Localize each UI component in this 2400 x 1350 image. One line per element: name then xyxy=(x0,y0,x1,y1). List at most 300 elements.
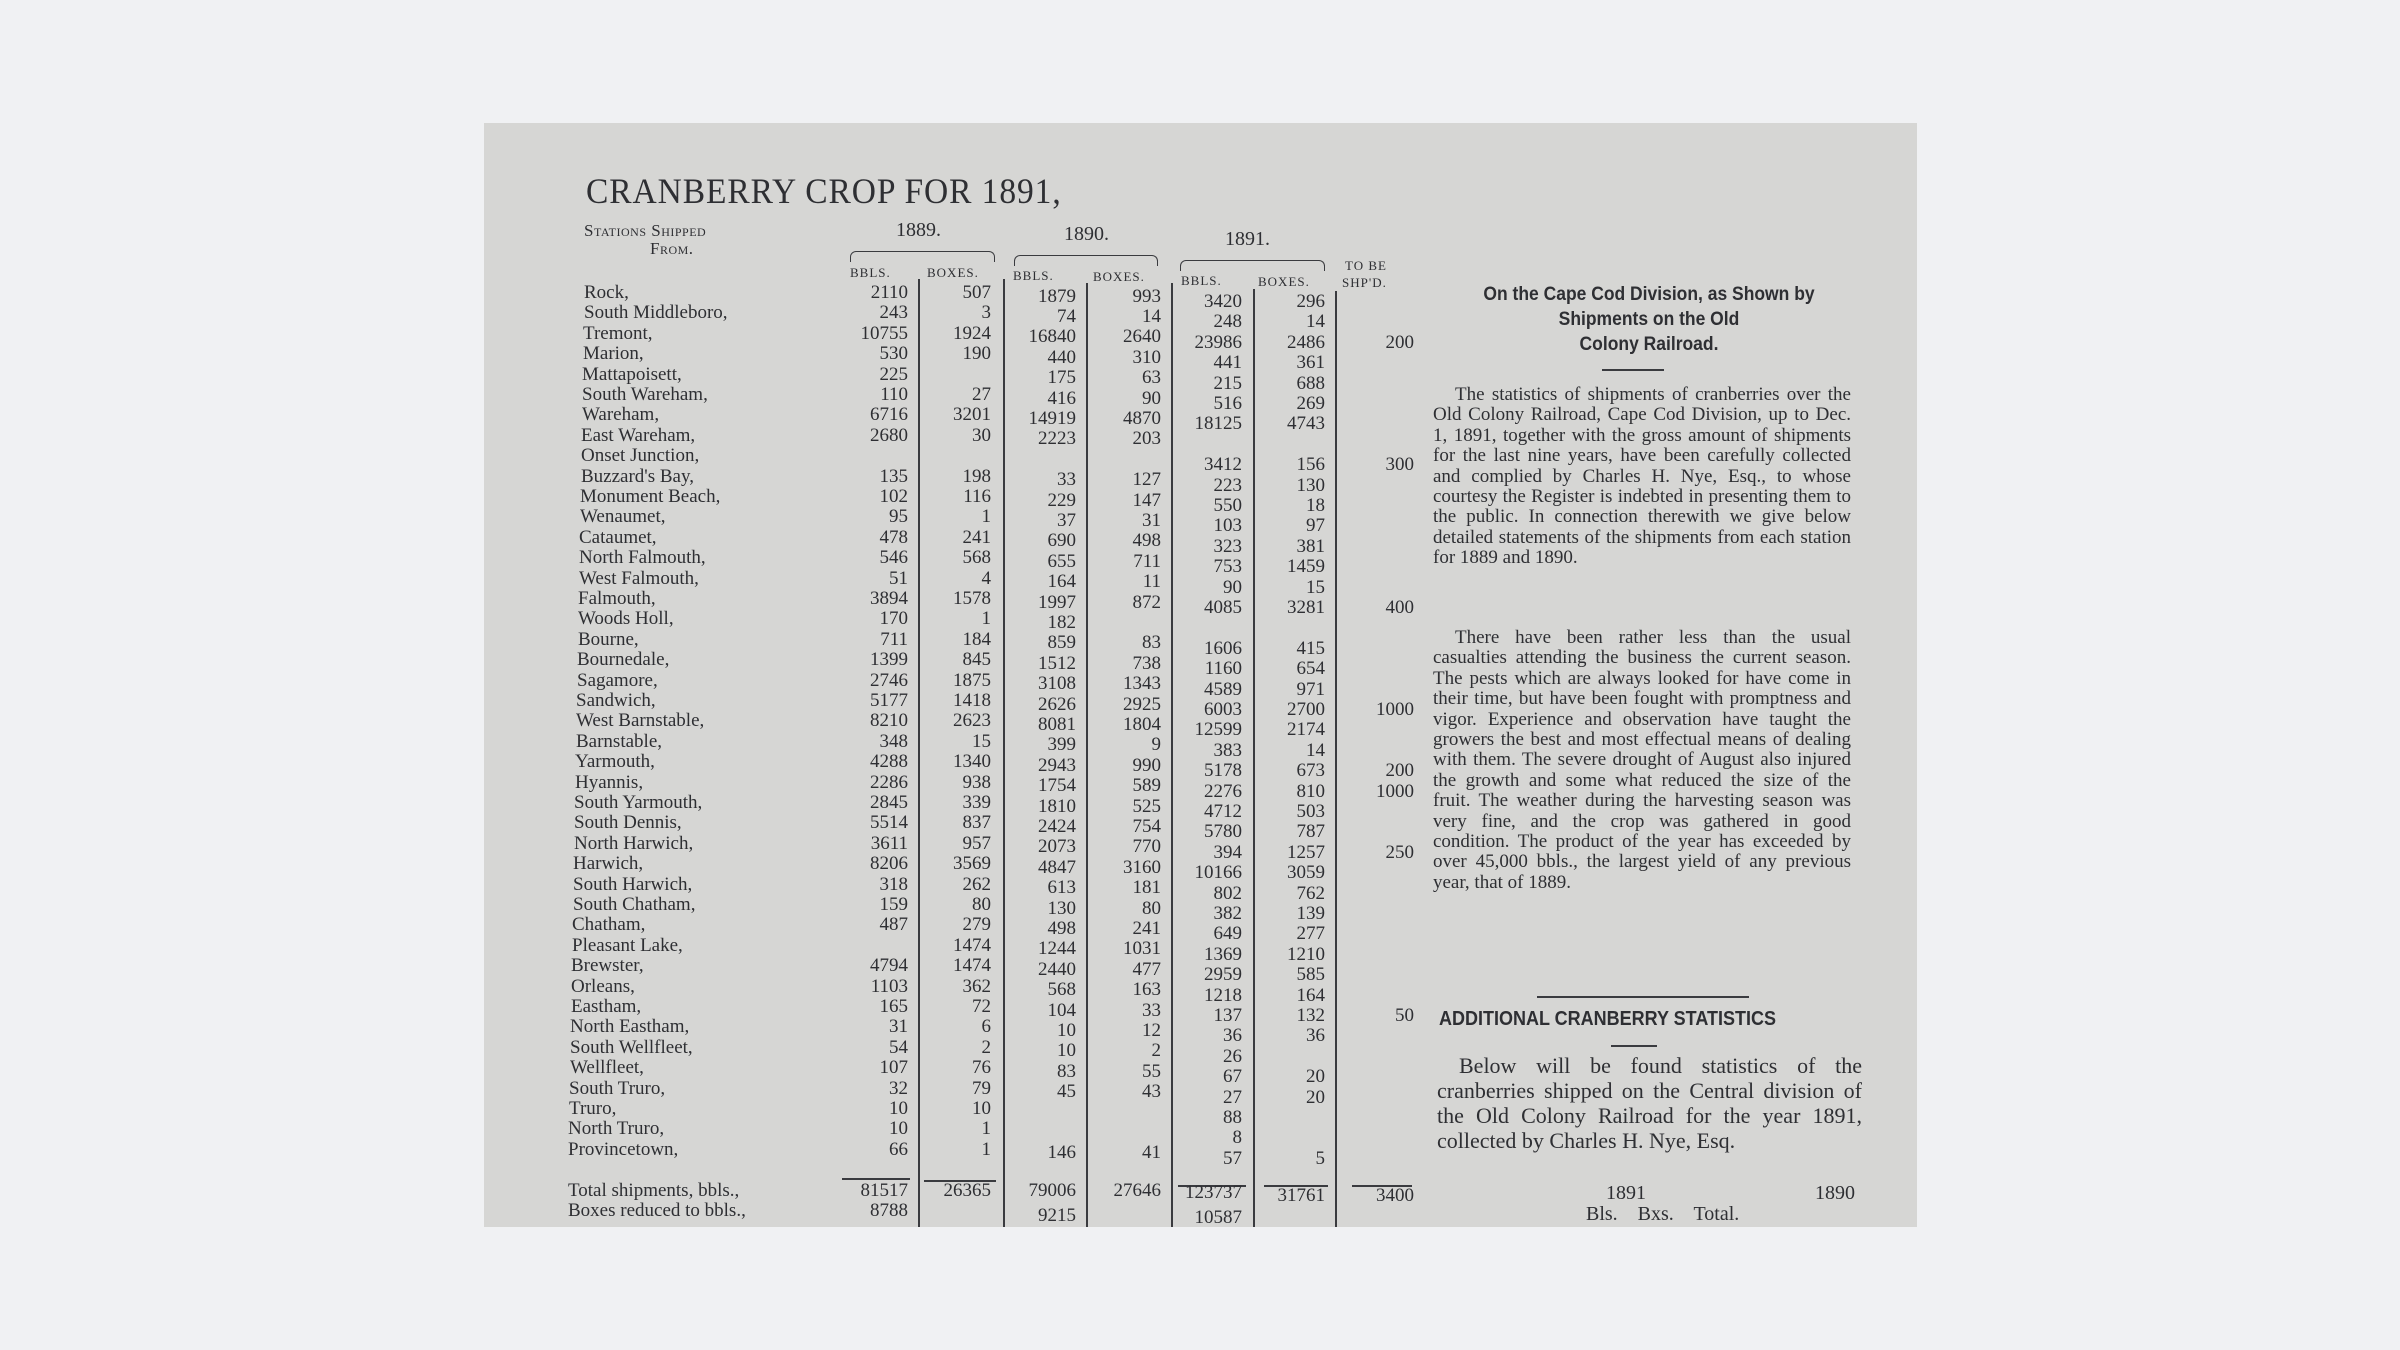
station-name: North Eastham, xyxy=(570,1016,690,1038)
cell-b91: 382 xyxy=(1213,903,1242,924)
cell-x90: 181 xyxy=(1132,877,1161,899)
side-heading-line2: Shipments on the Old xyxy=(1558,309,1740,330)
cell-x89: 3201 xyxy=(953,404,991,426)
cell-b91: 802 xyxy=(1213,882,1242,904)
cell-x90: 163 xyxy=(1132,979,1161,1001)
cell-b89: 6716 xyxy=(870,404,908,426)
station-name: Sagamore, xyxy=(577,669,658,691)
cell-x89: 279 xyxy=(962,914,991,936)
cell-x90: 770 xyxy=(1132,836,1161,858)
col-boxes-1891: BOXES. xyxy=(1258,274,1310,289)
cell-x91: 20 xyxy=(1306,1066,1325,1088)
cell-b90: 1810 xyxy=(1038,795,1076,817)
cell-b89: 3894 xyxy=(870,588,908,609)
cell-b89: 54 xyxy=(889,1036,908,1058)
cell-x90: 9 xyxy=(1151,734,1161,756)
cell-x91: 130 xyxy=(1296,474,1325,496)
station-name: North Falmouth, xyxy=(579,547,706,569)
station-name: Bournedale, xyxy=(577,649,670,671)
brace-1889 xyxy=(850,251,995,262)
cell-b90: 4847 xyxy=(1038,856,1076,878)
cell-x91: 5 xyxy=(1315,1147,1325,1169)
cell-b91: 4589 xyxy=(1204,678,1242,700)
cell-x89: 76 xyxy=(972,1057,991,1079)
document-scan xyxy=(484,123,1917,1227)
cell-x91: 18 xyxy=(1306,495,1325,516)
cell-b91: 5780 xyxy=(1204,821,1242,843)
station-name: Rock, xyxy=(584,282,629,303)
station-name: Brewster, xyxy=(571,955,644,977)
cell-b90: 416 xyxy=(1047,387,1076,409)
station-name: Tremont, xyxy=(583,322,653,344)
cell-b90: 2440 xyxy=(1038,958,1076,980)
cell-b90: 3108 xyxy=(1038,673,1076,695)
total-b91: 123737 xyxy=(1185,1182,1242,1203)
cell-x90: 90 xyxy=(1142,387,1161,409)
cell-b91: 223 xyxy=(1213,474,1242,496)
to-be-line1: TO BE xyxy=(1345,258,1387,273)
side-heading xyxy=(1447,282,1852,357)
cell-x89: 3569 xyxy=(953,853,991,875)
cell-b91: 441 xyxy=(1213,352,1242,374)
cell-x89: 198 xyxy=(962,465,991,487)
station-name: Buzzard's Bay, xyxy=(581,465,694,487)
cell-b91: 2959 xyxy=(1204,964,1242,986)
cell-x89: 79 xyxy=(972,1077,991,1099)
cell-b89: 10755 xyxy=(860,322,908,344)
cell-b90: 164 xyxy=(1047,571,1076,593)
to-be-line2: SHP'D. xyxy=(1342,275,1387,290)
station-name: Bourne, xyxy=(578,628,639,650)
cell-b91: 323 xyxy=(1213,535,1242,557)
cell-x91: 20 xyxy=(1306,1086,1325,1108)
side-rule xyxy=(1611,1045,1657,1047)
cell-b90: 859 xyxy=(1047,632,1076,654)
station-name: South Harwich, xyxy=(573,873,693,895)
col-bbls-1889: BBLS. xyxy=(850,265,891,280)
cell-tbs: 200 xyxy=(1385,760,1414,782)
cell-b91: 26 xyxy=(1223,1045,1242,1067)
station-name: Harwich, xyxy=(573,853,644,875)
cell-x90: 14 xyxy=(1142,305,1161,327)
cell-b90: 229 xyxy=(1047,489,1076,511)
station-name: Marion, xyxy=(583,343,644,365)
station-name: Woods Holl, xyxy=(578,608,674,630)
cell-b91: 6003 xyxy=(1204,699,1242,720)
cell-x89: 27 xyxy=(972,384,991,405)
cell-b89: 8210 xyxy=(870,710,908,732)
cell-x89: 4 xyxy=(981,567,991,589)
cell-b89: 3611 xyxy=(870,832,908,854)
cell-x89: 6 xyxy=(981,1016,991,1038)
year-1890: 1890. xyxy=(1064,223,1109,245)
cell-x90: 1031 xyxy=(1123,938,1161,960)
cell-b89: 135 xyxy=(879,465,908,487)
cell-b91: 3412 xyxy=(1204,454,1242,476)
cell-tbs: 200 xyxy=(1385,331,1414,353)
cell-b91: 23986 xyxy=(1194,331,1242,353)
cell-x91: 277 xyxy=(1296,923,1325,945)
cell-x90: 83 xyxy=(1142,632,1161,654)
cell-x91: 2700 xyxy=(1287,699,1325,720)
station-name: South Truro, xyxy=(569,1077,666,1099)
cell-b91: 516 xyxy=(1213,393,1242,414)
cell-b91: 90 xyxy=(1223,576,1242,598)
cell-b90: 33 xyxy=(1057,469,1076,491)
col-rule xyxy=(1335,291,1337,1227)
cell-x89: 1340 xyxy=(953,751,991,773)
cell-x91: 1257 xyxy=(1287,841,1325,863)
stations-header-line1: Stations Shipped xyxy=(584,221,707,240)
station-name: Chatham, xyxy=(572,914,646,936)
cell-x91: 381 xyxy=(1296,535,1325,557)
cell-x90: 11 xyxy=(1142,571,1161,593)
cell-x89: 568 xyxy=(962,547,991,569)
year-1891: 1891. xyxy=(1225,228,1270,250)
cell-b90: 2626 xyxy=(1038,693,1076,715)
cell-x89: 507 xyxy=(962,282,991,303)
cell-b89: 2746 xyxy=(870,669,908,691)
cell-x90: 2925 xyxy=(1123,693,1161,715)
cell-b89: 102 xyxy=(879,486,908,507)
cell-x90: 872 xyxy=(1132,591,1161,613)
cell-x90: 127 xyxy=(1132,469,1161,491)
cell-b91: 10166 xyxy=(1194,862,1242,884)
station-name: East Wareham, xyxy=(581,424,696,446)
cell-b90: 146 xyxy=(1047,1142,1076,1164)
cell-x90: 31 xyxy=(1142,509,1161,531)
side-heading-2: ADDITIONAL CRANBERRY STATISTICS xyxy=(1439,1008,1777,1030)
cell-x89: 190 xyxy=(962,343,991,365)
cell-x89: 3 xyxy=(981,302,991,324)
station-name: South Dennis, xyxy=(574,812,682,834)
cell-x90: 2 xyxy=(1151,1040,1161,1062)
cell-x89: 1 xyxy=(981,506,991,528)
cell-x90: 310 xyxy=(1132,346,1161,368)
col-rule xyxy=(918,279,920,1227)
cell-b89: 8206 xyxy=(870,853,908,875)
cell-x91: 810 xyxy=(1296,780,1325,802)
cell-b91: 1606 xyxy=(1204,637,1242,659)
cell-b91: 3420 xyxy=(1204,291,1242,312)
cell-b90: 1512 xyxy=(1038,652,1076,674)
cell-b91: 4712 xyxy=(1204,801,1242,822)
total-x89: 26365 xyxy=(943,1180,991,1201)
cell-b91: 753 xyxy=(1213,556,1242,578)
footer-columns: Bls. Bxs. Total. xyxy=(1586,1203,1740,1225)
year-1889: 1889. xyxy=(896,219,941,241)
cell-b91: 1160 xyxy=(1204,658,1242,680)
cell-x90: 241 xyxy=(1132,917,1161,939)
cell-x90: 80 xyxy=(1142,897,1161,919)
cell-x89: 1474 xyxy=(953,955,991,977)
cell-x91: 164 xyxy=(1296,984,1325,1006)
cell-x90: 754 xyxy=(1132,815,1161,837)
cell-x91: 361 xyxy=(1296,352,1325,374)
cell-b91: 5178 xyxy=(1204,760,1242,782)
cell-b91: 1218 xyxy=(1204,984,1242,1006)
station-name: Wellfleet, xyxy=(570,1057,644,1079)
cell-x90: 12 xyxy=(1142,1019,1161,1041)
cell-x89: 938 xyxy=(962,771,991,793)
cell-b89: 159 xyxy=(879,894,908,915)
cell-x89: 80 xyxy=(972,894,991,915)
cell-x91: 1459 xyxy=(1287,556,1325,578)
cell-x91: 14 xyxy=(1306,311,1325,333)
cell-x91: 14 xyxy=(1306,739,1325,761)
cell-b89: 51 xyxy=(889,567,908,589)
station-name: Wenaumet, xyxy=(580,506,666,528)
cell-x90: 63 xyxy=(1142,367,1161,389)
cell-b89: 10 xyxy=(889,1118,908,1140)
cell-b90: 655 xyxy=(1047,550,1076,572)
station-name: Provincetown, xyxy=(568,1138,679,1160)
cell-b91: 2276 xyxy=(1204,780,1242,802)
col-boxes-1889: BOXES. xyxy=(927,265,979,280)
cell-x90: 4870 xyxy=(1123,407,1161,429)
side-heading-line3: Colony Railroad. xyxy=(1579,334,1719,355)
cell-b89: 487 xyxy=(879,914,908,936)
cell-x89: 116 xyxy=(963,486,991,507)
total-b89: 81517 xyxy=(860,1180,908,1201)
cell-b91: 550 xyxy=(1213,495,1242,516)
cell-b89: 165 xyxy=(879,996,908,1017)
cell-b91: 103 xyxy=(1213,515,1242,537)
cell-x90: 33 xyxy=(1142,999,1161,1021)
side-rule xyxy=(1537,996,1749,998)
cell-x89: 15 xyxy=(972,730,991,752)
cell-x91: 654 xyxy=(1296,658,1325,680)
cell-x89: 1418 xyxy=(953,690,991,711)
cell-b90: 83 xyxy=(1057,1060,1076,1082)
cell-b90: 1754 xyxy=(1038,775,1076,797)
cell-x91: 787 xyxy=(1296,821,1325,843)
cell-b89: 5514 xyxy=(870,812,908,834)
station-name: Mattapoisett, xyxy=(582,363,682,385)
cell-b89: 95 xyxy=(889,506,908,528)
boxes-reduced-b90: 9215 xyxy=(1038,1205,1076,1226)
cell-x89: 1474 xyxy=(953,934,991,956)
cell-x89: 1 xyxy=(981,1118,991,1140)
cell-x89: 10 xyxy=(972,1098,991,1119)
cell-b89: 318 xyxy=(879,873,908,895)
cell-b91: 88 xyxy=(1223,1107,1242,1128)
cell-x90: 3160 xyxy=(1123,856,1161,878)
cell-b90: 2223 xyxy=(1038,428,1076,450)
cell-b91: 383 xyxy=(1213,739,1242,761)
cell-b91: 394 xyxy=(1213,841,1242,863)
cell-b91: 27 xyxy=(1223,1086,1242,1108)
cell-x89: 957 xyxy=(962,832,991,854)
cell-x91: 132 xyxy=(1296,1005,1325,1026)
cell-x91: 762 xyxy=(1296,882,1325,904)
cell-b90: 74 xyxy=(1057,305,1076,327)
cell-b91: 649 xyxy=(1213,923,1242,945)
brace-1891 xyxy=(1180,260,1325,271)
cell-tbs: 1000 xyxy=(1376,780,1414,802)
boxes-reduced-b91: 10587 xyxy=(1194,1207,1242,1227)
cell-b90: 1244 xyxy=(1038,938,1076,960)
side-paragraph-1: The statistics of shipments of cranberries over the Old Colony Railroad, Cape Cod Division, up to Dec. 1, 1891, together with the gross amount of shipments for the last nine years, have been carefully collected and complied by Charles H. Nye, Esq., to whose courtesy the Register is indebted in presenting them to the public. In connection therewith we give below detailed statements of the shipments from each station for 1889 and 1890. xyxy=(1433,384,1851,569)
cell-b91: 18125 xyxy=(1194,413,1242,435)
cell-b89: 478 xyxy=(879,526,908,548)
cell-x90: 738 xyxy=(1132,652,1161,674)
cell-x89: 1 xyxy=(981,608,991,630)
cell-x91: 296 xyxy=(1296,291,1325,312)
cell-b91: 12599 xyxy=(1194,719,1242,741)
page-title: CRANBERRY CROP FOR 1891, xyxy=(586,171,1062,211)
cell-b90: 175 xyxy=(1047,367,1076,389)
station-name: West Falmouth, xyxy=(579,567,699,589)
cell-tbs: 250 xyxy=(1385,841,1414,863)
cell-b89: 4288 xyxy=(870,751,908,773)
cell-x91: 156 xyxy=(1296,454,1325,476)
station-name: Falmouth, xyxy=(578,588,656,609)
cell-b91: 8 xyxy=(1232,1127,1242,1149)
totals-label: Total shipments, bbls., xyxy=(568,1180,740,1201)
brace-1890 xyxy=(1014,255,1158,266)
cell-b91: 36 xyxy=(1223,1025,1242,1047)
cell-b90: 10 xyxy=(1057,1040,1076,1062)
cell-x90: 525 xyxy=(1132,795,1161,817)
cell-x89: 1 xyxy=(981,1138,991,1160)
cell-b90: 440 xyxy=(1047,346,1076,368)
cell-b90: 399 xyxy=(1047,734,1076,756)
cell-b91: 137 xyxy=(1213,1005,1242,1026)
cell-b91: 4085 xyxy=(1204,597,1242,618)
station-name: Truro, xyxy=(569,1098,617,1119)
cell-b89: 110 xyxy=(880,384,908,405)
cell-x91: 688 xyxy=(1296,372,1325,394)
cell-b91: 1369 xyxy=(1204,943,1242,965)
cell-x89: 2623 xyxy=(953,710,991,732)
cell-b90: 1997 xyxy=(1038,591,1076,613)
cell-tbs: 50 xyxy=(1395,1005,1414,1026)
cell-x89: 845 xyxy=(962,649,991,671)
cell-b89: 31 xyxy=(889,1016,908,1038)
cell-x91: 585 xyxy=(1296,964,1325,986)
cell-b90: 2073 xyxy=(1038,836,1076,858)
cell-b90: 45 xyxy=(1057,1081,1076,1103)
total-tbs: 3400 xyxy=(1376,1185,1414,1206)
station-name: Barnstable, xyxy=(576,730,663,752)
cell-b90: 16840 xyxy=(1028,326,1076,348)
cell-b89: 1103 xyxy=(870,975,908,997)
cell-b91: 215 xyxy=(1213,372,1242,394)
cell-b89: 4794 xyxy=(870,955,908,977)
cell-x90: 1804 xyxy=(1123,713,1161,735)
total-x91: 31761 xyxy=(1277,1185,1325,1206)
cell-x90: 477 xyxy=(1132,958,1161,980)
col-to-be-shipped xyxy=(1342,257,1387,291)
side-heading-line1: On the Cape Cod Division, as Shown by xyxy=(1483,284,1815,305)
station-name: Sandwich, xyxy=(576,690,656,711)
cell-tbs: 300 xyxy=(1385,454,1414,476)
cell-x89: 262 xyxy=(962,873,991,895)
cell-x91: 503 xyxy=(1296,801,1325,822)
station-name: South Yarmouth, xyxy=(574,792,703,813)
cell-x91: 269 xyxy=(1296,393,1325,414)
cell-x89: 362 xyxy=(962,975,991,997)
station-name: South Wellfleet, xyxy=(570,1036,693,1058)
cell-b90: 498 xyxy=(1047,917,1076,939)
cell-b89: 2286 xyxy=(870,771,908,793)
cell-x91: 1210 xyxy=(1287,943,1325,965)
cell-x91: 415 xyxy=(1296,637,1325,659)
cell-b89: 2110 xyxy=(870,282,908,303)
station-name: South Wareham, xyxy=(582,384,708,405)
station-name: Eastham, xyxy=(571,996,642,1017)
cell-x90: 990 xyxy=(1132,754,1161,776)
cell-b89: 225 xyxy=(879,363,908,385)
cell-x90: 2640 xyxy=(1123,326,1161,348)
cell-b90: 2943 xyxy=(1038,754,1076,776)
cell-b89: 66 xyxy=(889,1138,908,1160)
station-name: Yarmouth, xyxy=(575,751,655,773)
cell-x89: 1924 xyxy=(953,322,991,344)
cell-x90: 203 xyxy=(1132,428,1161,450)
cell-x90: 41 xyxy=(1142,1142,1161,1164)
cell-x91: 3059 xyxy=(1287,862,1325,884)
station-name: Orleans, xyxy=(571,975,635,997)
cell-b89: 5177 xyxy=(870,690,908,711)
station-name: Onset Junction, xyxy=(581,445,700,467)
cell-x90: 147 xyxy=(1132,489,1161,511)
station-name: Hyannis, xyxy=(575,771,644,793)
cell-b89: 10 xyxy=(889,1098,908,1119)
cell-x91: 15 xyxy=(1306,576,1325,598)
boxes-reduced-b89: 8788 xyxy=(870,1200,908,1221)
cell-x91: 36 xyxy=(1306,1025,1325,1047)
cell-b89: 32 xyxy=(889,1077,908,1099)
col-bbls-1890: BBLS. xyxy=(1013,268,1054,283)
cell-x91: 97 xyxy=(1306,515,1325,537)
cell-x89: 1578 xyxy=(953,588,991,609)
station-name: Cataumet, xyxy=(579,526,657,548)
cell-b90: 613 xyxy=(1047,877,1076,899)
cell-x89: 184 xyxy=(962,628,991,650)
cell-x90: 1343 xyxy=(1123,673,1161,695)
cell-b89: 170 xyxy=(879,608,908,630)
total-x90: 27646 xyxy=(1113,1180,1161,1201)
cell-x91: 673 xyxy=(1296,760,1325,782)
station-name: South Middleboro, xyxy=(584,302,728,324)
cell-b89: 348 xyxy=(879,730,908,752)
cell-x90: 711 xyxy=(1133,550,1161,572)
footer-year-1891: 1891 xyxy=(1606,1182,1646,1204)
cell-x91: 3281 xyxy=(1287,597,1325,618)
cell-x90: 993 xyxy=(1132,285,1161,307)
cell-x90: 498 xyxy=(1132,530,1161,552)
cell-b90: 10 xyxy=(1057,1019,1076,1041)
cell-x91: 971 xyxy=(1296,678,1325,700)
cell-x90: 43 xyxy=(1142,1081,1161,1103)
total-b90: 79006 xyxy=(1028,1180,1076,1201)
cell-b90: 104 xyxy=(1047,999,1076,1021)
col-rule xyxy=(1086,283,1088,1227)
cell-b90: 2424 xyxy=(1038,815,1076,837)
cell-x91: 4743 xyxy=(1287,413,1325,435)
side-paragraph-3: Below will be found statistics of the cranberries shipped on the Central division of the Old Colony Railroad for the year 1891, collected by Charles H. Nye, Esq. xyxy=(1437,1053,1862,1153)
col-boxes-1890: BOXES. xyxy=(1093,269,1145,284)
cell-b89: 2845 xyxy=(870,792,908,813)
stations-header xyxy=(584,222,706,258)
stations-header-line2: From. xyxy=(650,239,694,258)
cell-x89: 2 xyxy=(981,1036,991,1058)
cell-x89: 72 xyxy=(972,996,991,1017)
cell-b89: 107 xyxy=(879,1057,908,1079)
cell-x89: 837 xyxy=(962,812,991,834)
